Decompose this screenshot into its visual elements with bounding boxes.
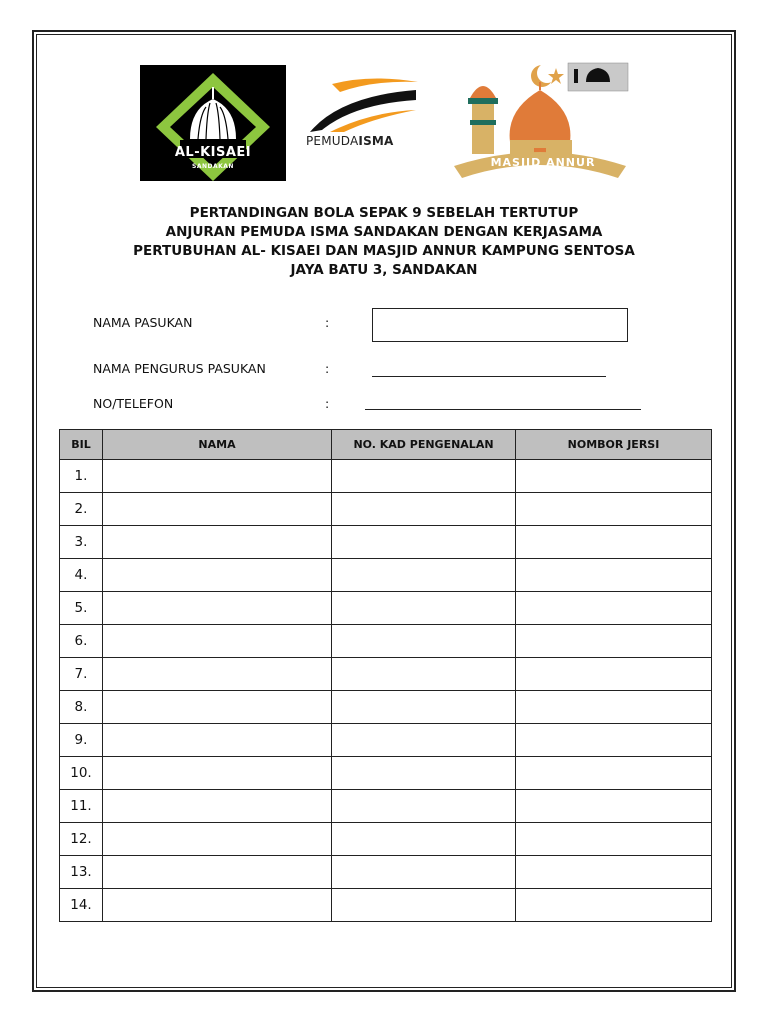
name-cell[interactable] [103,460,332,493]
row-number: 11. [60,790,103,823]
pemuda-swoosh-icon [300,70,430,134]
table-row [60,493,712,526]
row-number: 4. [60,559,103,592]
jersey-number-cell[interactable] [516,823,712,856]
jersey-number-cell[interactable] [516,856,712,889]
pemuda-isma-logo [300,70,430,160]
ic-number-cell[interactable] [332,889,516,922]
table-row [60,658,712,691]
table-row [60,691,712,724]
table-row [60,823,712,856]
jersey-number-cell[interactable] [516,757,712,790]
name-cell[interactable] [103,658,332,691]
ic-number-cell[interactable] [332,625,516,658]
row-number: 13. [60,856,103,889]
header-nama: NAMA [103,430,332,460]
header-bil: BIL [60,430,103,460]
al-kisaei-logo-name: AL-KISAEI [174,145,252,160]
pemuda-text: PEMUDA [306,134,359,148]
jersey-number-cell[interactable] [516,724,712,757]
table-row [60,790,712,823]
ic-number-cell[interactable] [332,526,516,559]
row-number: 7. [60,658,103,691]
row-number: 5. [60,592,103,625]
masjid-annur-logo [448,60,634,190]
row-number: 1. [60,460,103,493]
jersey-number-cell[interactable] [516,625,712,658]
name-cell[interactable] [103,823,332,856]
manager-label: NAMA PENGURUS PASUKAN [93,361,266,376]
jersey-number-cell[interactable] [516,592,712,625]
table-header-row [60,430,712,460]
table-row [60,856,712,889]
jersey-number-cell[interactable] [516,559,712,592]
title-line-3: PERTUBUHAN AL- KISAEI DAN MASJID ANNUR KAMPUNG SENTOSA [133,243,635,259]
al-kisaei-logo [140,65,286,181]
jersey-number-cell[interactable] [516,691,712,724]
ic-number-cell[interactable] [332,757,516,790]
row-number: 3. [60,526,103,559]
jersey-number-cell[interactable] [516,889,712,922]
table-row [60,559,712,592]
row-number: 12. [60,823,103,856]
team-name-label: NAMA PASUKAN [93,315,193,330]
name-cell[interactable] [103,559,332,592]
table-row [60,460,712,493]
name-cell[interactable] [103,856,332,889]
ic-number-cell[interactable] [332,724,516,757]
name-cell[interactable] [103,757,332,790]
name-cell[interactable] [103,889,332,922]
table-row [60,757,712,790]
team-name-input[interactable] [372,308,628,342]
al-kisaei-logo-sub: SANDAKAN [192,163,234,170]
row-number: 6. [60,625,103,658]
isma-text: ISMA [358,134,394,148]
row-number: 10. [60,757,103,790]
jersey-number-cell[interactable] [516,493,712,526]
ic-number-cell[interactable] [332,823,516,856]
name-cell[interactable] [103,691,332,724]
header-kad-pengenalan: NO. KAD PENGENALAN [332,430,516,460]
name-cell[interactable] [103,625,332,658]
ic-number-cell[interactable] [332,592,516,625]
jersey-number-cell[interactable] [516,790,712,823]
player-roster-table [59,429,712,922]
document-title [80,204,688,280]
ic-number-cell[interactable] [332,460,516,493]
pemuda-isma-text [306,134,394,148]
table-row [60,724,712,757]
jersey-number-cell[interactable] [516,658,712,691]
title-line-2: ANJURAN PEMUDA ISMA SANDAKAN DENGAN KERJASAMA [165,224,603,240]
jersey-number-cell[interactable] [516,460,712,493]
title-line-1: PERTANDINGAN BOLA SEPAK 9 SEBELAH TERTUTUP [189,205,579,221]
name-cell[interactable] [103,592,332,625]
phone-colon: : [325,396,330,411]
row-number: 9. [60,724,103,757]
table-row [60,889,712,922]
table-row [60,625,712,658]
row-number: 2. [60,493,103,526]
manager-input-line[interactable] [372,376,606,377]
row-number: 14. [60,889,103,922]
masjid-annur-text: MASJID ANNUR [490,156,596,169]
table-row [60,592,712,625]
ic-number-cell[interactable] [332,658,516,691]
ic-number-cell[interactable] [332,856,516,889]
ic-number-cell[interactable] [332,691,516,724]
phone-label: NO/TELEFON [93,396,174,411]
header-nombor-jersi: NOMBOR JERSI [516,430,712,460]
team-name-colon: : [325,315,330,330]
name-cell[interactable] [103,790,332,823]
name-cell[interactable] [103,493,332,526]
name-cell[interactable] [103,526,332,559]
mosque-icon [448,60,634,190]
ic-number-cell[interactable] [332,790,516,823]
jersey-number-cell[interactable] [516,526,712,559]
phone-input-line[interactable] [365,409,641,410]
ic-number-cell[interactable] [332,493,516,526]
name-cell[interactable] [103,724,332,757]
ic-number-cell[interactable] [332,559,516,592]
title-line-4: JAYA BATU 3, SANDAKAN [290,262,478,278]
manager-colon: : [325,361,330,376]
table-row [60,526,712,559]
row-number: 8. [60,691,103,724]
